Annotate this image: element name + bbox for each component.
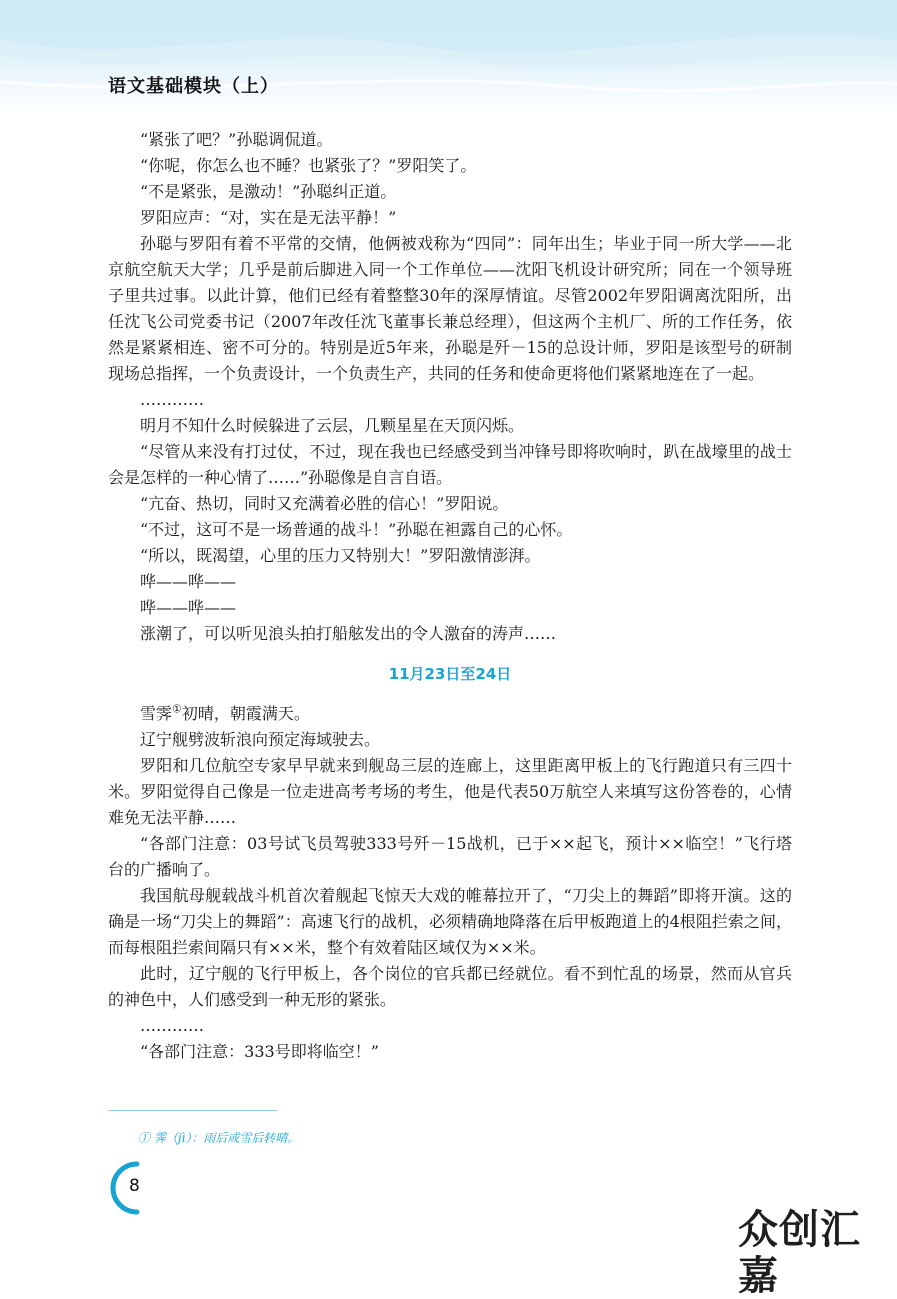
section-heading-date: 11月23日至24日: [388, 665, 512, 683]
paragraph: “各部门注意：03号试飞员驾驶333号歼－15战机，已于××起飞，预计××临空！”飞行塔台的广播响了。: [108, 834, 792, 879]
paragraph: “不过，这可不是一场普通的战斗！”孙聪在袒露自己的心怀。: [140, 520, 573, 539]
paragraph: 我国航母舰载战斗机首次着舰起飞惊天大戏的帷幕拉开了，“刀尖上的舞蹈”即将开演。这的确是一场“刀尖上的舞蹈”：高速飞行的战机，必须精确地降落在后甲板跑道上的4根阻拦索之间，而每根阻拦索间隔只有××米，整个有效着陆区域仅为××米。: [108, 886, 792, 957]
ellipsis-separator: …………: [140, 1016, 204, 1035]
paragraph: “所以，既渴望，心里的压力又特别大！”罗阳激情澎湃。: [140, 546, 541, 565]
footnote: ① 霁（jì）：雨后或雪后转晴。: [138, 1131, 300, 1145]
paragraph: 罗阳和几位航空专家早早就来到舰岛三层的连廊上，这里距离甲板上的飞行跑道只有三四十米。罗阳觉得自己像是一位走进高考考场的考生，他是代表50万航空人来填写这份答卷的，心情难免无法平静……: [108, 756, 792, 827]
page-number: 8: [129, 1176, 140, 1196]
running-header-title: 语文基础模块（上）: [108, 76, 279, 97]
paragraph: 罗阳应声：“对，实在是无法平静！”: [140, 208, 397, 227]
paragraph: “紧张了吧？”孙聪调侃道。: [140, 130, 333, 149]
watermark-logo: 众创汇嘉: [738, 1207, 861, 1299]
paragraph: 辽宁舰劈波斩浪向预定海域驶去。: [140, 730, 381, 749]
paragraph: 明月不知什么时候躲进了云层，几颗星星在天顶闪烁。: [140, 416, 525, 435]
paragraph: 孙聪与罗阳有着不平常的交情，他俩被戏称为“四同”：同年出生；毕业于同一所大学——北京航空航天大学；几乎是前后脚进入同一个工作单位——沈阳飞机设计研究所；同在一个领导班子里共过事。以此计算，他们已经有着整整30年的深厚情谊。尽管2002年罗阳调离沈阳所，出任沈飞公司党委书记（2007年改任沈飞董事长兼总经理），但这两个主机厂、所的工作任务，依然是紧紧相连、密不可分的。特别是近5年来，孙聪是歼－15的总设计师，罗阳是该型号的研制现场总指挥，一个负责设计，一个负责生产，共同的任务和使命更将他们紧紧地连在了一起。: [108, 234, 792, 383]
paragraph: 此时，辽宁舰的飞行甲板上，各个岗位的官兵都已经就位。看不到忙乱的场景，然而从官兵的神色中，人们感受到一种无形的紧张。: [108, 964, 792, 1009]
paragraph-rest: 初晴，朝霞满天。: [181, 704, 310, 723]
body-text: [108, 127, 792, 1065]
paragraph: 涨潮了，可以听见浪头拍打船舷发出的令人激奋的涛声……: [140, 624, 557, 643]
paragraph-with-footnote: [108, 701, 792, 727]
footnote-divider: [108, 1110, 278, 1111]
paragraph: “尽管从来没有打过仗，不过，现在我也已经感受到当冲锋号即将吹响时，趴在战壕里的战士会是怎样的一种心情了……”孙聪像是自言自语。: [108, 442, 792, 487]
paragraph: “各部门注意：333号即将临空！”: [140, 1042, 379, 1061]
footnote-marker: ①: [172, 702, 182, 716]
footnoted-word: 雪霁: [140, 704, 173, 723]
paragraph: “你呢，你怎么也不睡？也紧张了？”罗阳笑了。: [140, 156, 477, 175]
paragraph: 哗——哗——: [140, 598, 237, 617]
paragraph: “不是紧张，是激动！”孙聪纠正道。: [140, 182, 397, 201]
paragraph: “亢奋、热切，同时又充满着必胜的信心！”罗阳说。: [140, 494, 509, 513]
paragraph: 哗——哗——: [140, 572, 237, 591]
ellipsis-separator: …………: [140, 390, 204, 409]
